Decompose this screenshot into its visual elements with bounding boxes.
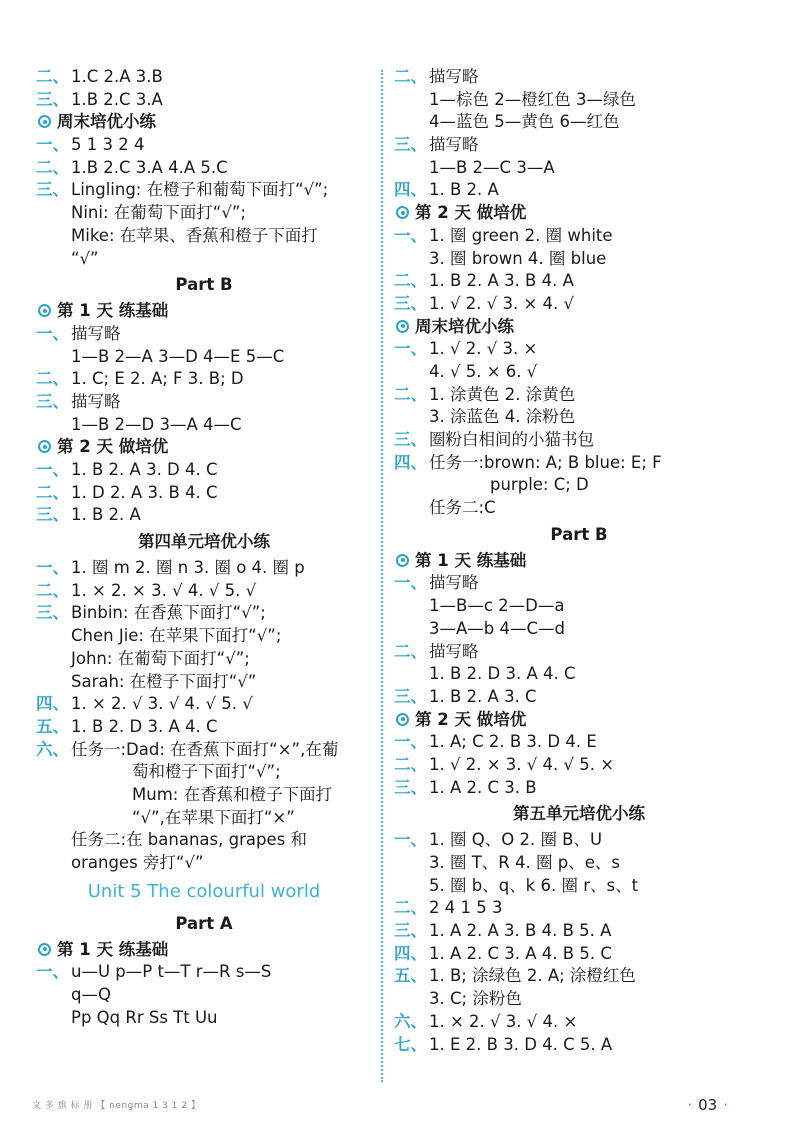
answer-line [394,829,764,852]
answer-text: 1. 圈 green 2. 圈 white [429,225,613,245]
question-marker: 一、 [394,339,427,359]
answer-line [394,293,764,316]
answer-continuation: “√”,在苹果下面打“×” [132,807,295,827]
answer-line [394,66,764,89]
answer-continuation: oranges 旁打“√” [71,853,204,872]
question-marker: 三、 [36,505,69,525]
subsection-heading [394,316,764,339]
subsection-title: 第 1 天 练基础 [415,550,527,570]
subsection-heading [36,939,372,962]
answer-text: 1. B 2. A [71,505,141,525]
question-marker: 一、 [394,732,427,752]
answer-continuation: 4—蓝色 5—黄色 6—红色 [429,112,620,132]
subsection-heading [36,300,372,323]
answer-line [394,429,764,452]
footer-left-text: 文 多 旗 标 册 【 nengma 1 3 1 2 】 [32,1101,201,1111]
question-marker: 六、 [394,1011,427,1031]
question-marker: 二、 [394,754,427,774]
answer-text: 1. A; C 2. B 3. D 4. E [429,732,597,752]
answer-text: 1.B 2.C 3.A 4.A 5.C [71,157,228,177]
answer-continuation: Chen Jie: 在苹果下面打“√”; [71,626,282,646]
answer-line [36,482,372,505]
answer-continuation: 4. √ 5. × 6. √ [429,361,538,381]
answer-text: 1. × 2. √ 3. √ 4. × [429,1011,578,1031]
answer-line [36,961,372,984]
bullet-circle-icon [38,304,51,317]
answer-line [394,572,764,595]
answer-line [394,777,764,800]
page-number-box [681,1096,734,1114]
answer-line [394,965,764,988]
answer-text: 1. B 2. A 3. D 4. C [71,460,218,479]
answer-text: 描写略 [429,641,479,661]
answer-line [394,731,764,754]
question-marker: 二、 [36,482,69,502]
section-heading: 第五单元培优小练 [513,804,645,824]
subsection-heading [36,111,372,134]
answer-continuation: Nini: 在葡萄下面打“√”; [71,203,246,223]
answer-continuation: 萄和橙子下面打“√”; [132,762,281,782]
answer-text: 描写略 [429,573,479,593]
answer-continuation: 3. 涂蓝色 4. 涂粉色 [429,407,576,427]
subsection-title: 第 2 天 做培优 [57,437,169,457]
answer-line [394,686,764,709]
subsection-title: 周末培优小练 [57,112,156,132]
question-marker: 四、 [394,452,427,472]
answer-text: 1.C 2.A 3.B [71,67,163,86]
question-marker: 二、 [394,641,427,661]
answer-continuation: John: 在葡萄下面打“√”; [71,648,250,668]
answer-text: 1. B 2. A 3. C [429,686,537,706]
answer-line [394,134,764,157]
question-marker: 三、 [394,777,427,797]
answer-continuation: 任务二:在 bananas, grapes 和 [71,830,307,850]
answer-line [36,391,372,414]
right-column [394,66,764,1056]
question-marker: 二、 [394,898,427,918]
answer-text: 1. √ 2. √ 3. × 4. √ [429,293,575,313]
answer-text: 1. B 2. D 3. A 4. C [71,716,218,736]
question-marker: 四、 [394,943,427,963]
question-marker: 三、 [394,921,427,941]
question-marker: 三、 [394,293,427,313]
bullet-circle-icon [396,554,409,567]
answer-line [394,225,764,248]
answer-line [394,754,764,777]
answer-continuation: 1. B 2. D 3. A 4. C [429,664,576,684]
answer-continuation: 1—B 2—A 3—D 4—E 5—C [71,346,285,366]
answer-text: 1. 涂黄色 2. 涂黄色 [429,384,576,404]
answer-text: 1. 圈 Q、O 2. 圈 B、U [429,830,603,850]
answer-line [36,504,372,527]
subsection-title: 第 2 天 做培优 [415,709,527,729]
answer-continuation: 1—B 2—C 3—A [429,157,555,177]
answer-text: 1. √ 2. × 3. √ 4. √ 5. × [429,754,615,774]
answer-line [394,1011,764,1034]
answer-text: 2 4 1 5 3 [429,898,503,918]
answer-line [394,897,764,920]
answer-text: 描写略 [429,67,479,86]
bullet-circle-icon [38,943,51,956]
answer-line [36,716,372,739]
answer-continuation: “√” [71,248,99,268]
answer-continuation: Mum: 在香蕉和橙子下面打 [132,784,333,804]
answer-continuation: purple: C; D [490,475,589,495]
answer-text: 5 1 3 2 4 [71,135,145,155]
answer-line [394,943,764,966]
answer-line [36,157,372,180]
answer-line [36,580,372,603]
bullet-circle-icon [396,713,409,726]
question-marker: 四、 [394,180,427,200]
question-marker: 二、 [36,580,69,600]
answer-line [36,323,372,346]
answer-line [36,602,372,625]
answer-text: 1. B 2. A 3. B 4. A [429,271,574,291]
question-marker: 七、 [394,1034,427,1054]
question-marker: 五、 [36,716,69,736]
question-marker: 三、 [36,180,69,200]
answer-continuation: q—Q [71,985,111,1005]
bullet-circle-icon [38,115,51,128]
answer-line [394,1034,764,1057]
subsection-heading [394,202,764,225]
subsection-title: 第 1 天 练基础 [57,939,169,959]
subsection-heading [36,436,372,459]
question-marker: 一、 [36,962,69,982]
answer-continuation: 1—B—c 2—D—a [429,596,565,616]
answer-text: 1. × 2. √ 3. √ 4. √ 5. √ [71,694,253,714]
bullet-circle-icon [38,440,51,453]
answer-continuation: Sarah: 在橙子下面打“√” [71,671,257,691]
answer-text: 1. E 2. B 3. D 4. C 5. A [429,1034,613,1054]
question-marker: 二、 [36,369,69,389]
subsection-heading [394,709,764,732]
answer-text: 1. B 2. A [429,180,499,200]
question-marker: 一、 [394,830,427,850]
bullet-circle-icon [396,206,409,219]
answer-line [36,134,372,157]
answer-text: 1. A 2. C 3. A 4. B 5. C [429,943,612,963]
question-marker: 三、 [36,391,69,411]
answer-continuation: 3. 圈 T、R 4. 圈 p、e、s [429,853,620,872]
page-dot-right: · [723,1096,728,1114]
answer-line [36,179,372,202]
question-marker: 一、 [36,558,69,578]
answer-continuation: 3—A—b 4—C—d [429,618,565,638]
column-divider [381,70,383,1082]
answer-line [394,270,764,293]
unit-title: Unit 5 The colourful world [87,880,321,902]
answer-continuation: Pp Qq Rr Ss Tt Uu [71,1007,218,1027]
answer-continuation: 1—棕色 2—橙红色 3—绿色 [429,89,636,109]
answer-text: Lingling: 在橙子和葡萄下面打“√”; [71,180,329,200]
question-marker: 一、 [36,460,69,479]
subsection-heading [394,550,764,573]
answer-continuation: Mike: 在苹果、香蕉和橙子下面打 [71,225,318,245]
answer-text: 描写略 [429,135,479,155]
answer-text: 1. × 2. × 3. √ 4. √ 5. √ [71,580,257,600]
section-heading: Part B [550,524,608,544]
answer-continuation: 3. 圈 brown 4. 圈 blue [429,248,607,268]
answer-line [36,66,372,89]
answer-text: 任务一:Dad: 在香蕉下面打“×”,在葡 [71,739,339,759]
question-marker: 三、 [394,135,427,155]
answer-continuation: 任务二:C [429,498,496,518]
answer-continuation: 1—B 2—D 3—A 4—C [71,414,242,434]
answer-text: 描写略 [71,323,121,343]
answer-text: 任务一:brown: A; B blue: E; F [429,452,662,472]
bullet-circle-icon [396,320,409,333]
question-marker: 一、 [394,573,427,593]
answer-line [36,368,372,391]
question-marker: 二、 [394,384,427,404]
section-heading: Part A [175,913,233,933]
section-heading: 第四单元培优小练 [138,532,270,552]
answer-line [394,920,764,943]
answer-line [36,693,372,716]
answer-line [394,452,764,475]
subsection-title: 周末培优小练 [415,316,514,336]
page-dot-left: · [687,1096,693,1114]
question-marker: 三、 [36,603,69,623]
question-marker: 四、 [36,694,69,714]
section-heading: Part B [175,275,233,295]
answer-line [36,739,372,762]
question-marker: 一、 [36,323,69,343]
left-column [36,66,372,1029]
answer-text: Binbin: 在香蕉下面打“√”; [71,603,266,623]
question-marker: 一、 [36,135,69,155]
question-marker: 三、 [36,89,69,109]
answer-text: 1.B 2.C 3.A [71,89,163,109]
answer-line [36,459,372,482]
subsection-title: 第 1 天 练基础 [57,301,169,321]
answer-text: 1. A 2. C 3. B [429,777,537,797]
question-marker: 三、 [394,430,427,449]
answer-text: u—U p—P t—T r—R s—S [71,962,272,982]
answer-text: 1. C; E 2. A; F 3. B; D [71,369,244,389]
answer-text: 1. 圈 m 2. 圈 n 3. 圈 o 4. 圈 p [71,558,305,578]
answer-text: 1. √ 2. √ 3. × [429,339,538,359]
answer-text: 1. A 2. A 3. B 4. B 5. A [429,921,612,941]
answer-text: 描写略 [71,391,121,411]
question-marker: 二、 [394,271,427,291]
answer-text: 1. D 2. A 3. B 4. C [71,482,218,502]
question-marker: 六、 [36,739,69,759]
question-marker: 三、 [394,686,427,706]
subsection-title: 第 2 天 做培优 [415,203,527,223]
answer-line [36,557,372,580]
question-marker: 一、 [394,225,427,245]
answer-text: 圈粉白相间的小猫书包 [429,430,594,449]
page-number: 03 [698,1096,718,1114]
answer-line [394,384,764,407]
answer-line [394,641,764,664]
answer-line [394,338,764,361]
answer-line [394,179,764,202]
answer-text: 1. B; 涂绿色 2. A; 涂橙红色 [429,966,636,986]
answer-continuation: 3. C; 涂粉色 [429,989,522,1009]
question-marker: 二、 [36,67,69,86]
question-marker: 二、 [394,67,427,86]
answer-line [36,89,372,112]
answer-continuation: 5. 圈 b、q、k 6. 圈 r、s、t [429,875,639,895]
question-marker: 二、 [36,157,69,177]
question-marker: 五、 [394,966,427,986]
